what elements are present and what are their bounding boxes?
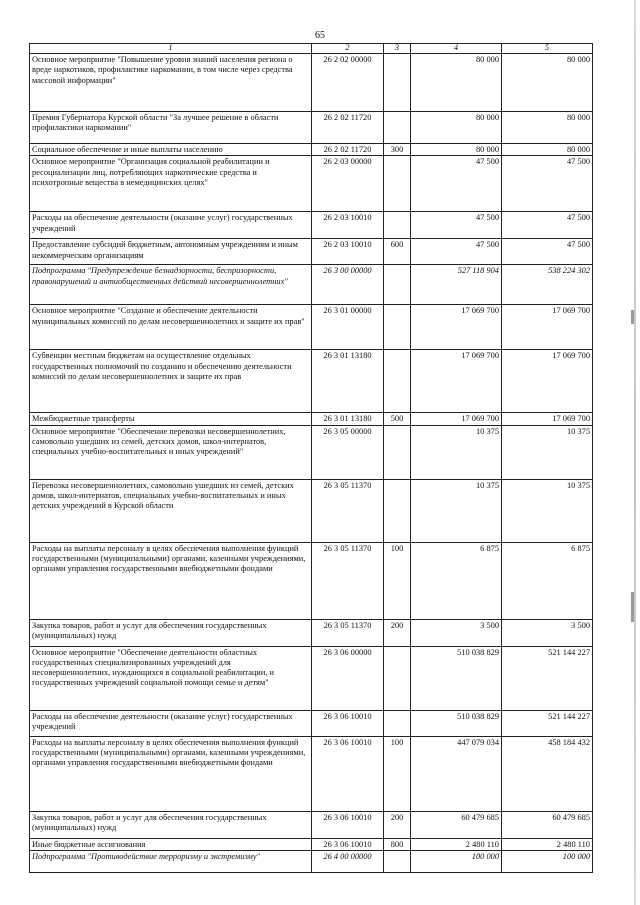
row-sum-year-1: 80 000 xyxy=(411,54,502,112)
column-header-code: 2 xyxy=(312,44,384,54)
row-expense-type: 100 xyxy=(384,736,411,811)
row-sum-year-2: 2 480 110 xyxy=(502,838,593,850)
row-name: Основное мероприятие "Создание и обеспечение деятельности муниципальных комиссий по делам несовершеннолетних и защите их прав" xyxy=(30,305,312,350)
column-header-sum-2: 5 xyxy=(502,44,593,54)
table-row xyxy=(30,811,593,838)
row-sum-year-2: 100 000 xyxy=(502,850,593,872)
row-code: 26 3 01 00000 xyxy=(312,305,384,350)
row-expense-type xyxy=(384,646,411,710)
row-code: 26 2 03 10010 xyxy=(312,212,384,239)
row-sum-year-2: 17 069 700 xyxy=(502,350,593,413)
row-sum-year-1: 10 375 xyxy=(411,479,502,542)
row-name: Межбюджетные трансферты xyxy=(30,413,312,425)
column-number-row xyxy=(30,44,593,54)
row-name: Расходы на выплаты персоналу в целях обеспечения выполнения функций государственными (муниципальными) органами, казенными учреждениями, органами управления государственными внебюджетными фондами xyxy=(30,542,312,619)
row-code: 26 2 02 11720 xyxy=(312,112,384,144)
row-name: Иные бюджетные ассигнования xyxy=(30,838,312,850)
row-sum-year-1: 60 479 685 xyxy=(411,811,502,838)
row-sum-year-2: 17 069 700 xyxy=(502,305,593,350)
row-expense-type xyxy=(384,425,411,479)
row-expense-type xyxy=(384,212,411,239)
row-sum-year-1: 17 069 700 xyxy=(411,413,502,425)
row-code: 26 3 05 00000 xyxy=(312,425,384,479)
row-sum-year-1: 80 000 xyxy=(411,144,502,156)
row-name: Основное мероприятие "Повышение уровня знаний населения региона о вреде наркотиков, профилактике наркомании, в том числе через средства массовой информации" xyxy=(30,54,312,112)
row-sum-year-2: 6 875 xyxy=(502,542,593,619)
table-row xyxy=(30,413,593,425)
table-row xyxy=(30,156,593,212)
row-expense-type: 200 xyxy=(384,619,411,646)
table-row xyxy=(30,736,593,811)
row-name: Подпрограмма "Противодействие терроризму и экстремизму" xyxy=(30,850,312,872)
row-code: 26 3 06 10010 xyxy=(312,710,384,736)
row-sum-year-1: 100 000 xyxy=(411,850,502,872)
row-expense-type: 600 xyxy=(384,239,411,265)
table-row xyxy=(30,144,593,156)
scan-edge xyxy=(634,0,636,905)
row-expense-type xyxy=(384,710,411,736)
row-name: Расходы на обеспечение деятельности (оказание услуг) государственных учреждений xyxy=(30,212,312,239)
row-sum-year-2: 80 000 xyxy=(502,54,593,112)
row-code: 26 3 06 10010 xyxy=(312,736,384,811)
row-sum-year-1: 510 038 829 xyxy=(411,646,502,710)
row-expense-type xyxy=(384,112,411,144)
page-number: 65 xyxy=(315,30,325,41)
budget-table-body xyxy=(30,44,593,873)
table-row xyxy=(30,212,593,239)
row-sum-year-2: 10 375 xyxy=(502,479,593,542)
row-expense-type: 200 xyxy=(384,811,411,838)
table-row xyxy=(30,850,593,872)
row-sum-year-2: 521 144 227 xyxy=(502,646,593,710)
table-row xyxy=(30,54,593,112)
row-code: 26 2 02 11720 xyxy=(312,144,384,156)
row-expense-type: 300 xyxy=(384,144,411,156)
row-sum-year-2: 80 000 xyxy=(502,112,593,144)
row-sum-year-1: 47 500 xyxy=(411,212,502,239)
row-sum-year-2: 458 184 432 xyxy=(502,736,593,811)
row-name: Закупка товаров, работ и услуг для обеспечения государственных (муниципальных) нужд xyxy=(30,811,312,838)
row-expense-type xyxy=(384,350,411,413)
row-name: Премия Губернатора Курской области "За лучшее решение в области профилактики наркомании" xyxy=(30,112,312,144)
row-expense-type xyxy=(384,305,411,350)
table-row xyxy=(30,646,593,710)
row-sum-year-1: 17 069 700 xyxy=(411,350,502,413)
row-name: Основное мероприятие "Обеспечение деятельности областных государственных специализированных учреждений для несовершеннолетних, нуждающихся в социальной реабилитации, и государственных учреждений социальной помощи семье и детям" xyxy=(30,646,312,710)
row-sum-year-1: 447 079 034 xyxy=(411,736,502,811)
row-code: 26 2 03 10010 xyxy=(312,239,384,265)
row-expense-type xyxy=(384,479,411,542)
scan-mark xyxy=(631,310,634,324)
row-sum-year-1: 527 118 904 xyxy=(411,265,502,305)
row-code: 26 3 05 11370 xyxy=(312,479,384,542)
row-sum-year-2: 521 144 227 xyxy=(502,710,593,736)
row-name: Предоставление субсидий бюджетным, автономным учреждениям и иным некоммерческим организациям xyxy=(30,239,312,265)
row-code: 26 2 02 00000 xyxy=(312,54,384,112)
table-row xyxy=(30,619,593,646)
row-code: 26 4 00 00000 xyxy=(312,850,384,872)
row-name: Перевозка несовершеннолетних, самовольно ушедших из семей, детских домов, школ-интернатов, специальных учебно-воспитательных и иных детских учреждений в Курской области xyxy=(30,479,312,542)
table-row xyxy=(30,239,593,265)
row-sum-year-2: 10 375 xyxy=(502,425,593,479)
column-header-type: 3 xyxy=(384,44,411,54)
row-name: Расходы на выплаты персоналу в целях обеспечения выполнения функций государственными (муниципальными) органами, казенными учреждениями, органами управления государственными внебюджетными фондами xyxy=(30,736,312,811)
table-row xyxy=(30,112,593,144)
table-row xyxy=(30,265,593,305)
row-expense-type xyxy=(384,265,411,305)
row-sum-year-1: 3 500 xyxy=(411,619,502,646)
row-sum-year-2: 538 224 302 xyxy=(502,265,593,305)
row-expense-type xyxy=(384,54,411,112)
row-name: Основное мероприятие "Организация социальной реабилитации и ресоциализации лиц, потребляющих наркотические средства и психотропные вещества в немедицинских целях" xyxy=(30,156,312,212)
row-sum-year-1: 47 500 xyxy=(411,239,502,265)
row-sum-year-2: 60 479 685 xyxy=(502,811,593,838)
row-code: 26 3 06 10010 xyxy=(312,811,384,838)
table-row xyxy=(30,350,593,413)
row-sum-year-2: 80 000 xyxy=(502,144,593,156)
column-header-name: 1 xyxy=(30,44,312,54)
row-code: 26 3 05 11370 xyxy=(312,542,384,619)
table-row xyxy=(30,425,593,479)
row-code: 26 3 05 11370 xyxy=(312,619,384,646)
row-sum-year-1: 2 480 110 xyxy=(411,838,502,850)
row-expense-type: 100 xyxy=(384,542,411,619)
row-name: Закупка товаров, работ и услуг для обеспечения государственных (муниципальных) нужд xyxy=(30,619,312,646)
row-sum-year-2: 3 500 xyxy=(502,619,593,646)
row-sum-year-1: 17 069 700 xyxy=(411,305,502,350)
row-code: 26 3 01 13180 xyxy=(312,350,384,413)
row-sum-year-2: 17 069 700 xyxy=(502,413,593,425)
row-expense-type: 800 xyxy=(384,838,411,850)
table-row xyxy=(30,838,593,850)
table-row xyxy=(30,542,593,619)
scan-mark xyxy=(631,592,634,622)
row-name: Социальное обеспечение и иные выплаты населению xyxy=(30,144,312,156)
row-sum-year-2: 47 500 xyxy=(502,212,593,239)
row-name: Субвенции местным бюджетам на осуществление отдельных государственных полномочий по созданию и обеспечению деятельности комиссий по делам несовершеннолетних и защите их прав xyxy=(30,350,312,413)
row-sum-year-1: 6 875 xyxy=(411,542,502,619)
row-sum-year-1: 10 375 xyxy=(411,425,502,479)
row-sum-year-1: 47 500 xyxy=(411,156,502,212)
row-name: Подпрограмма "Предупреждение безнадзорности, беспризорности, правонарушений и антиобщественных действий несовершеннолетних" xyxy=(30,265,312,305)
table-row xyxy=(30,710,593,736)
table-row xyxy=(30,479,593,542)
row-expense-type xyxy=(384,156,411,212)
row-name: Расходы на обеспечение деятельности (оказание услуг) государственных учреждений xyxy=(30,710,312,736)
row-code: 26 3 00 00000 xyxy=(312,265,384,305)
row-sum-year-1: 80 000 xyxy=(411,112,502,144)
table-row xyxy=(30,305,593,350)
row-expense-type xyxy=(384,850,411,872)
row-code: 26 3 01 13180 xyxy=(312,413,384,425)
budget-table xyxy=(29,43,593,873)
row-sum-year-2: 47 500 xyxy=(502,156,593,212)
row-code: 26 3 06 10010 xyxy=(312,838,384,850)
row-sum-year-1: 510 038 829 xyxy=(411,710,502,736)
row-sum-year-2: 47 500 xyxy=(502,239,593,265)
column-header-sum-1: 4 xyxy=(411,44,502,54)
row-code: 26 2 03 00000 xyxy=(312,156,384,212)
row-name: Основное мероприятие "Обеспечение перевозки несовершеннолетних, самовольно ушедших из семей, детских домов, школ-интернатов, специальных учебно-воспитательных и иных учреждений" xyxy=(30,425,312,479)
row-code: 26 3 06 00000 xyxy=(312,646,384,710)
row-expense-type: 500 xyxy=(384,413,411,425)
